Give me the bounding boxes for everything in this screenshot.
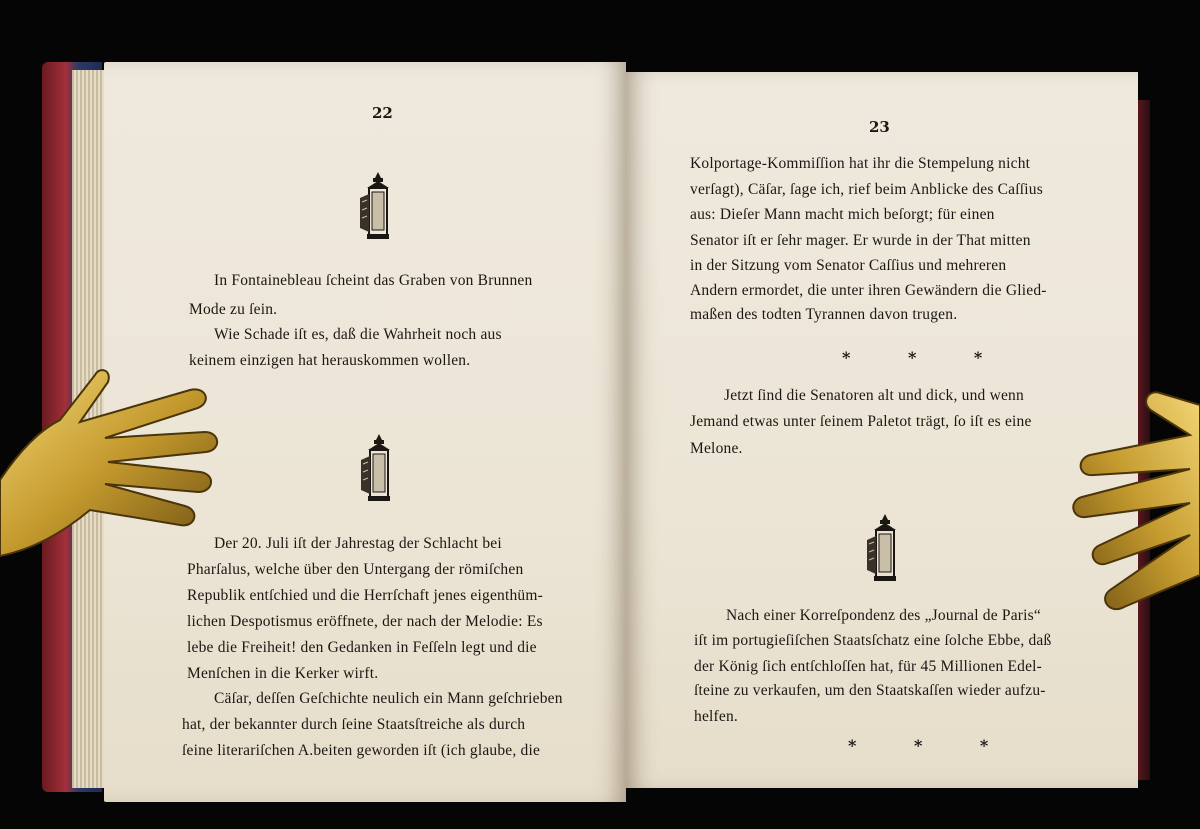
separator-stars: * * * bbox=[842, 348, 1009, 367]
text-line: ſteine zu verkaufen, um den Staatskaſſen wieder aufzu- bbox=[694, 682, 1046, 699]
text-line: Pharſalus, welche über den Untergang der römiſchen bbox=[187, 561, 524, 578]
text-line: Nach einer Korreſpondenz des „Journal de Paris“ bbox=[726, 607, 1041, 624]
text-line: aus: Dieſer Mann macht mich beſorgt; für einen bbox=[690, 206, 995, 223]
text-line: in der Sitzung vom Senator Caſſius und mehreren bbox=[690, 257, 1007, 274]
text-line: helfen. bbox=[694, 708, 739, 725]
text-line: keinem einzigen hat herauskommen wollen. bbox=[189, 352, 471, 369]
brass-hand-icon bbox=[1040, 385, 1200, 625]
text-line: Senator iſt er ſehr mager. Er wurde in der That mitten bbox=[690, 232, 1031, 249]
text-line: maßen des todten Tyrannen davon trugen. bbox=[690, 306, 958, 323]
lantern-vignette-icon bbox=[359, 170, 397, 244]
text-line: Menſchen in die Kerker wirft. bbox=[187, 665, 379, 682]
text-line: iſt im portugieſiſchen Staatsſchatz eine ſolche Ebbe, daß bbox=[694, 632, 1052, 649]
text-line: In Fontainebleau ſcheint das Graben von Brunnen bbox=[214, 272, 533, 289]
brass-hand-icon bbox=[0, 360, 230, 580]
separator-stars: * * * bbox=[848, 736, 1015, 755]
page-number: 23 bbox=[869, 118, 890, 136]
text-line: Der 20. Juli iſt der Jahrestag der Schlacht bei bbox=[214, 535, 502, 552]
text-line: der König ſich entſchloſſen hat, für 45 Millionen Edel- bbox=[694, 658, 1043, 675]
text-line: verſagt), Cäſar, ſage ich, rief beim Anblicke des Caſſius bbox=[690, 181, 1043, 198]
text-line: Melone. bbox=[690, 440, 743, 457]
text-line: Mode zu ſein. bbox=[189, 301, 278, 318]
lantern-vignette-icon bbox=[360, 432, 398, 506]
text-line: Wie Schade iſt es, daß die Wahrheit noch aus bbox=[214, 326, 502, 343]
text-line: lichen Despotismus eröffnete, der nach der Melodie: Es bbox=[187, 613, 543, 630]
text-line: Jetzt ſind die Senatoren alt und dick, und wenn bbox=[724, 387, 1024, 404]
text-line: Cäſar, deſſen Geſchichte neulich ein Mann geſchrieben bbox=[214, 690, 563, 707]
page-number: 22 bbox=[372, 104, 393, 122]
lantern-vignette-icon bbox=[866, 512, 904, 586]
text-line: Republik entſchied und die Herrſchaft jenes eigenthüm- bbox=[187, 587, 543, 604]
text-line: lebe die Freiheit! den Gedanken in Feſſeln legt und die bbox=[187, 639, 537, 656]
text-line: ſeine literariſchen A.beiten geworden iſt (ich glaube, die bbox=[182, 742, 541, 759]
text-line: Andern ermordet, die unter ihren Gewändern die Glied- bbox=[690, 282, 1047, 299]
text-line: Jemand etwas unter ſeinem Paletot trägt, ſo iſt es eine bbox=[690, 413, 1032, 430]
text-line: Kolportage-Kommiſſion hat ihr die Stempelung nicht bbox=[690, 155, 1031, 172]
text-line: hat, der bekannter durch ſeine Staatsſtreiche als durch bbox=[182, 716, 526, 733]
